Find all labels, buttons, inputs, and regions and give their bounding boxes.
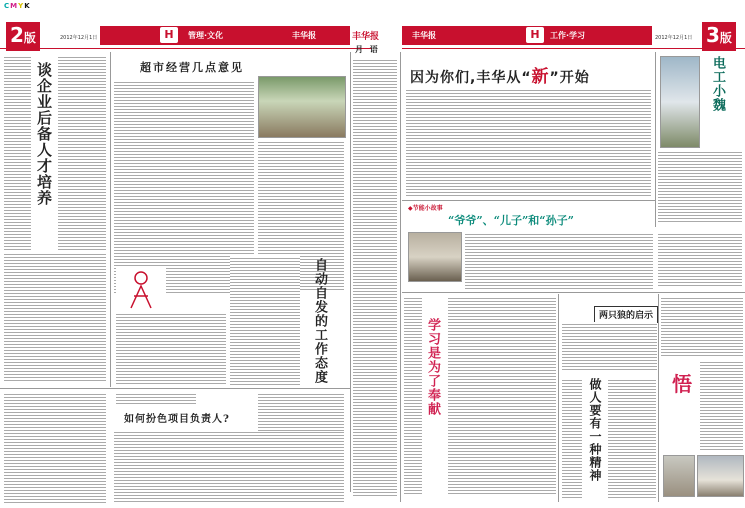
article-text-block bbox=[562, 378, 582, 498]
registration-mark: CMYK bbox=[4, 2, 31, 10]
article-text-block bbox=[116, 392, 196, 406]
headline-self-motivation: 自动自发的工作态度 bbox=[312, 258, 327, 384]
left-paper-name: 丰华报 bbox=[292, 30, 316, 40]
article-text-block bbox=[4, 252, 106, 382]
headline-supermarket: 超市经营几点意见 bbox=[140, 61, 244, 74]
photo-worker bbox=[663, 455, 695, 497]
headline-two-wolves: 两只狼的启示 bbox=[594, 306, 658, 323]
right-page-date: 2012年12月1日 bbox=[655, 35, 693, 41]
left-section-label: 管理·文化 bbox=[188, 31, 224, 40]
right-page-number-badge: 3版 bbox=[702, 22, 736, 51]
article-text-block bbox=[58, 55, 106, 285]
photo-supermarket bbox=[258, 76, 346, 138]
right-section-label: 工作·学习 bbox=[550, 31, 586, 40]
article-text-block bbox=[230, 256, 300, 386]
article-text-block bbox=[4, 392, 106, 504]
paper-logo-icon: H bbox=[160, 27, 178, 43]
paper-logo-icon: H bbox=[526, 27, 544, 43]
article-text-block bbox=[700, 360, 743, 450]
story-tag: ◆节能小故事 bbox=[408, 205, 443, 212]
headline-talent: 谈企业后备人才培养 bbox=[35, 62, 53, 206]
headline-grandpa-son-grandson: “爷爷”、“儿子”和“孙子” bbox=[448, 214, 574, 227]
article-text-block bbox=[661, 296, 743, 356]
article-text-block bbox=[658, 150, 742, 222]
middle-paper-name: 丰华报 bbox=[352, 32, 380, 42]
article-text-block bbox=[406, 88, 651, 198]
article-text-block bbox=[658, 232, 742, 288]
headline-new-start: 因为你们,丰华从“新”开始 bbox=[410, 67, 590, 87]
left-section-bar bbox=[100, 26, 350, 45]
article-text-block bbox=[4, 55, 31, 285]
article-text-block bbox=[114, 430, 344, 502]
article-text-block bbox=[608, 378, 656, 498]
illustration-figure bbox=[116, 268, 166, 312]
article-text-block bbox=[465, 232, 653, 290]
photo-street bbox=[408, 232, 462, 282]
headline-electrician: 电工小魏 bbox=[710, 56, 725, 112]
right-paper-name: 丰华报 bbox=[412, 30, 436, 40]
right-section-bar bbox=[402, 26, 652, 45]
article-text-block bbox=[258, 392, 344, 432]
headline-spirit: 做人要有一种精神 bbox=[588, 378, 602, 482]
left-page-date: 2012年12月1日 bbox=[60, 35, 98, 41]
article-text-block bbox=[116, 312, 226, 384]
article-text-block bbox=[353, 58, 397, 498]
article-text-block bbox=[448, 296, 556, 496]
photo-electrician bbox=[660, 56, 700, 148]
article-text-block bbox=[404, 296, 422, 496]
column-title-monthly: 月 语 bbox=[355, 45, 380, 54]
left-page-number-badge: 2版 bbox=[6, 22, 40, 51]
headline-learning: 学习是为了奉献 bbox=[425, 318, 440, 416]
photo-office bbox=[697, 455, 744, 497]
headline-project-leader: 如何扮色项目负责人? bbox=[124, 414, 230, 425]
headline-enlightenment: 悟 bbox=[672, 372, 692, 396]
article-text-block bbox=[562, 322, 657, 372]
